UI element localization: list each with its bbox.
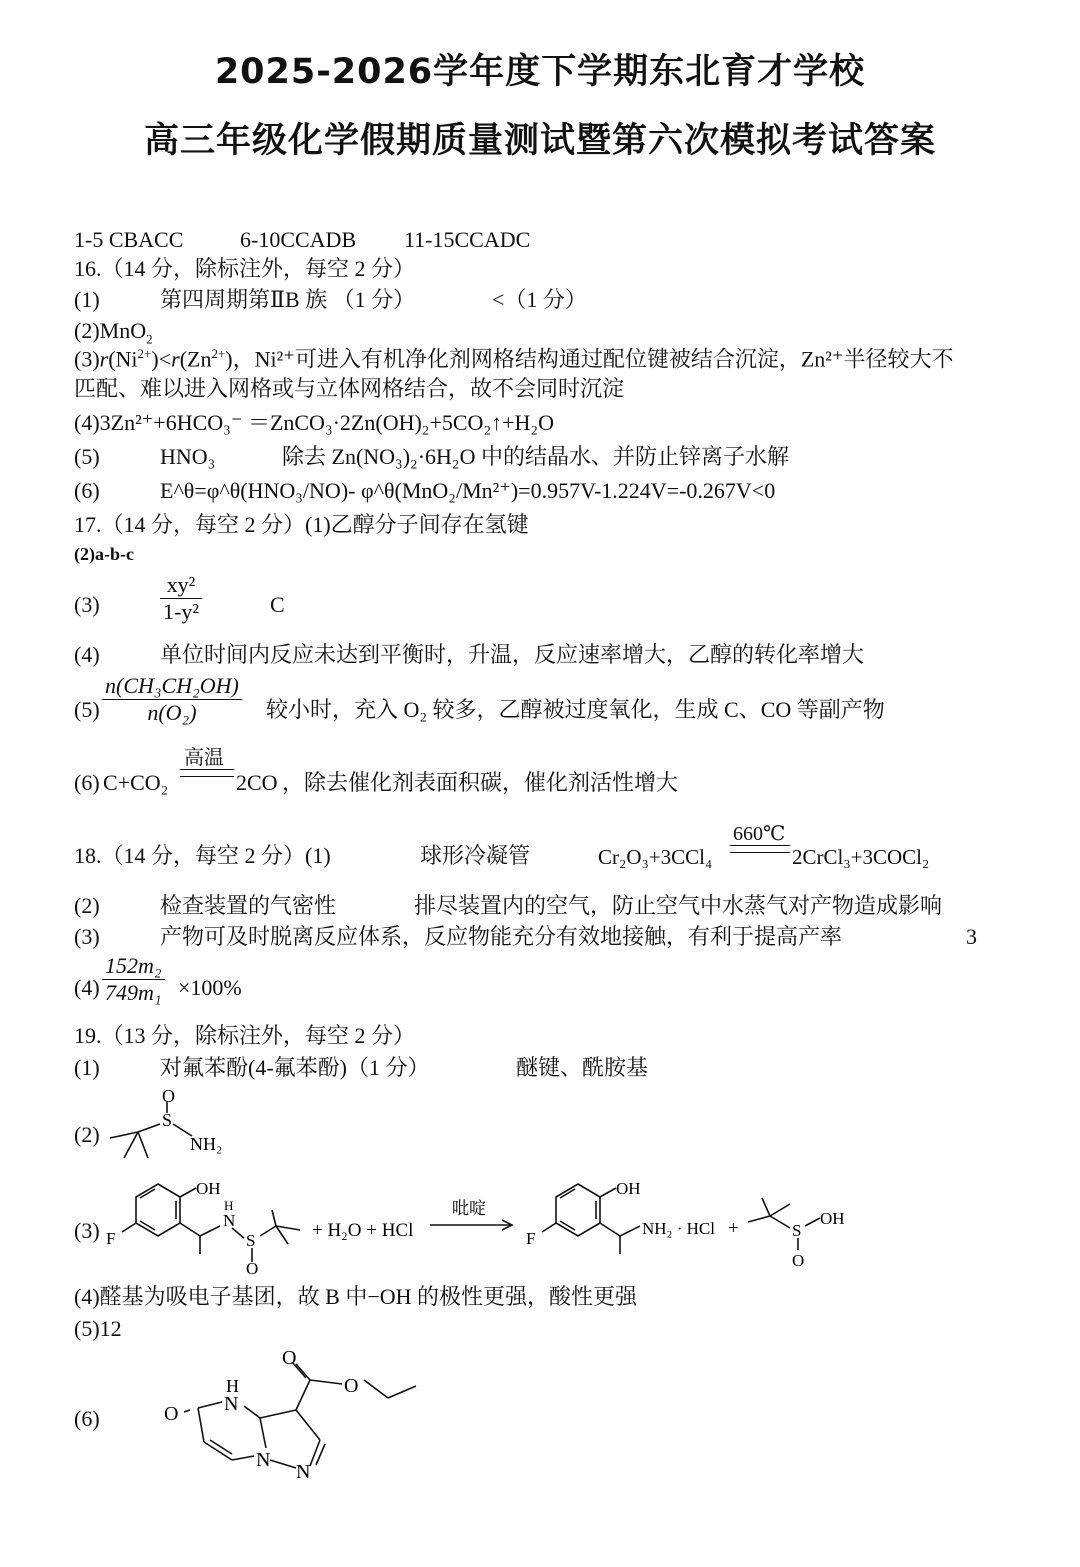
q18-p2-a: 检查装置的气密性 [160,893,337,918]
q17-p6-label: (6) [74,770,100,795]
q16-p3-rest: ，Ni²⁺可进入有机净化剂网格结构通过配位键被结合沉淀，Zn²⁺半径较大不 [232,346,954,372]
q17-p3-numerator: xy² [160,572,202,599]
mc-group-2: 6-10CCADB [240,227,357,252]
atom-oh-3: OH [820,1209,845,1228]
q17-p6-equals [180,769,234,777]
q17-p6-condition: 高温 [184,747,224,769]
q18-p4-numerator: 152m₂ [102,953,165,980]
q18-p1-eq-left: Cr₂O₃+3CCl₄ [598,845,713,869]
atom-o-6a: O [164,1403,179,1425]
q16-p6-label: (6) [74,478,100,503]
atom-oh-1: OH [196,1179,221,1198]
atom-o-6c: O [344,1375,359,1397]
q19-p3-salt: NH₂ · HCl [642,1219,715,1238]
q19-p3-label: (3) [74,1218,100,1243]
q16-p2-text: (2)MnO [74,318,147,343]
q19-p3-condition: 吡啶 [452,1199,486,1218]
q18-p1-a: 球形冷凝管 [420,843,531,868]
q17-p3-answer: C [270,592,285,617]
q18-p3-a: 产物可及时脱离反应体系，反应物能充分有效地接触，有利于提高产率 [160,924,843,949]
atom-o-6b: O [282,1347,297,1369]
q19-p2-label: (2) [74,1122,100,1147]
q18-p1-condition: 660℃ [733,823,786,845]
q18-p3-label: (3) [74,924,100,949]
atom-nh2: NH₂ [190,1134,223,1154]
atom-o-1: O [246,1259,259,1278]
atom-n-6c: N [296,1461,311,1483]
q18-p3-b: 3 [966,924,977,949]
atom-o: O [162,1086,175,1106]
q16-header: 16.（14 分，除标注外，每空 2 分） [74,256,416,281]
q17-header: 17.（14 分，每空 2 分）(1)乙醇分子间存在氢键 [74,512,529,537]
q19-p4: (4)醛基为吸电子基团，故 B 中−OH 的极性更强，酸性更强 [74,1284,638,1309]
q17-p5-fraction [102,673,242,727]
q16-p3-line2: 匹配、难以进入网格或与立体网格结合，故不会同时沉淀 [74,376,625,401]
q17-p6-left: C+CO₂ [103,770,169,795]
q19-p6-label: (6) [74,1406,100,1431]
q17-p5-numerator: n(CH₃CH₂OH) [102,673,242,700]
q19-p3-reaction [100,1170,1030,1280]
q17-p3-denominator: 1-y² [163,599,199,625]
q17-p5-text: 较小时，充入 O₂ 较多，乙醇被过度氧化，生成 C、CO 等副产物 [266,697,885,722]
q18-p4-tail: ×100% [178,975,242,1000]
q16-p5-a: HNO₃ [160,444,216,469]
atom-oh-2: OH [616,1179,641,1198]
q17-p5-label: (5) [74,697,100,722]
q18-p1-equals [730,845,790,853]
q19-p3-plus: + H₂O + HCl [312,1220,414,1241]
q18-p4-label: (4) [74,975,100,1000]
atom-f-1: F [106,1229,116,1248]
q16-p5-b: 除去 Zn(NO₃)₂·6H₂O 中的结晶水、并防止锌离子水解 [282,444,789,469]
mc-group-3: 11-15CCADC [404,227,531,252]
page-title: 2025-2026学年度下学期东北育才学校 [214,52,866,92]
page-subtitle: 高三年级化学假期质量测试暨第六次模拟考试答案 [143,121,936,161]
q17-p4-text: 单位时间内反应未达到平衡时，升温，反应速率增大，乙醇的转化率增大 [160,642,865,667]
q19-p1-label: (1) [74,1055,100,1080]
q19-p3-plus2: + [728,1218,739,1239]
atom-n-6b: N [256,1449,271,1471]
q19-p6-structure [160,1340,440,1500]
q16-p1-a: 第四周期第ⅡB 族 （1 分） [160,287,416,312]
atom-n-1: N [223,1211,236,1230]
q19-p5: (5)12 [74,1316,122,1341]
q16-p3-label: (3) [74,346,100,372]
mc-group-1: 1-5 CBACC [74,227,184,252]
q16-p1-label: (1) [74,287,100,312]
q16-p5-label: (5) [74,444,100,469]
q17-p3-fraction [160,572,202,626]
q17-p5-denominator: n(O₂) [147,700,197,726]
atom-o-2: O [792,1251,805,1270]
atom-f-2: F [526,1229,536,1248]
q17-p6-text: ，除去催化剂表面积碳，催化剂活性增大 [282,770,679,795]
atom-n-6a: N [224,1393,239,1415]
q19-header: 19.（13 分，除标注外，每空 2 分） [74,1023,416,1048]
q19-p2-structure [100,1080,250,1170]
atom-s: S [162,1110,173,1130]
q17-p3-label: (3) [74,592,100,617]
atom-s-1: S [246,1231,256,1250]
q16-p6-text: E^θ=φ^θ(HNO₃/NO)- φ^θ(MnO₂/Mn²⁺)=0.957V-1.224V=-0.267V<0 [160,478,776,503]
atom-s-2: S [792,1221,802,1240]
q16-p3: $(3)r(Ni^{2+})<r(Zn^{2+})$，Ni²⁺可进入有机净化剂网格结构通过配位键被结合沉淀，Zn²⁺半径较大不 [74,346,954,372]
q16-p4: (4)3Zn²⁺+6HCO₃⁻ ＝ZnCO₃·2Zn(OH)₂+5CO₂↑+H₂O [74,410,554,435]
q16-p2: (2)MnO$_2$ [74,318,153,347]
q17-p4-label: (4) [74,642,100,667]
q18-p2-label: (2) [74,893,100,918]
q18-p4-fraction [102,953,165,1007]
atom-h-1: H [224,1198,234,1213]
q16-p1-b: <（1 分） [492,287,587,312]
atom-h-6: H [226,1376,239,1396]
q18-p1-eq-right: 2CrCl₃+3COCl₂ [792,845,930,869]
q19-p1-b: 醚键、酰胺基 [516,1055,649,1080]
q17-p2: (2)a-b-c [74,544,134,564]
q18-header: 18.（14 分，每空 2 分）(1) [74,843,331,868]
q17-p6-right: 2CO [236,770,278,795]
q18-p2-b: 排尽装置内的空气，防止空气中水蒸气对产物造成影响 [414,893,943,918]
q19-p1-a: 对氟苯酚(4-氟苯酚)（1 分） [160,1055,430,1080]
q18-p4-denominator: 749m₁ [105,980,162,1006]
